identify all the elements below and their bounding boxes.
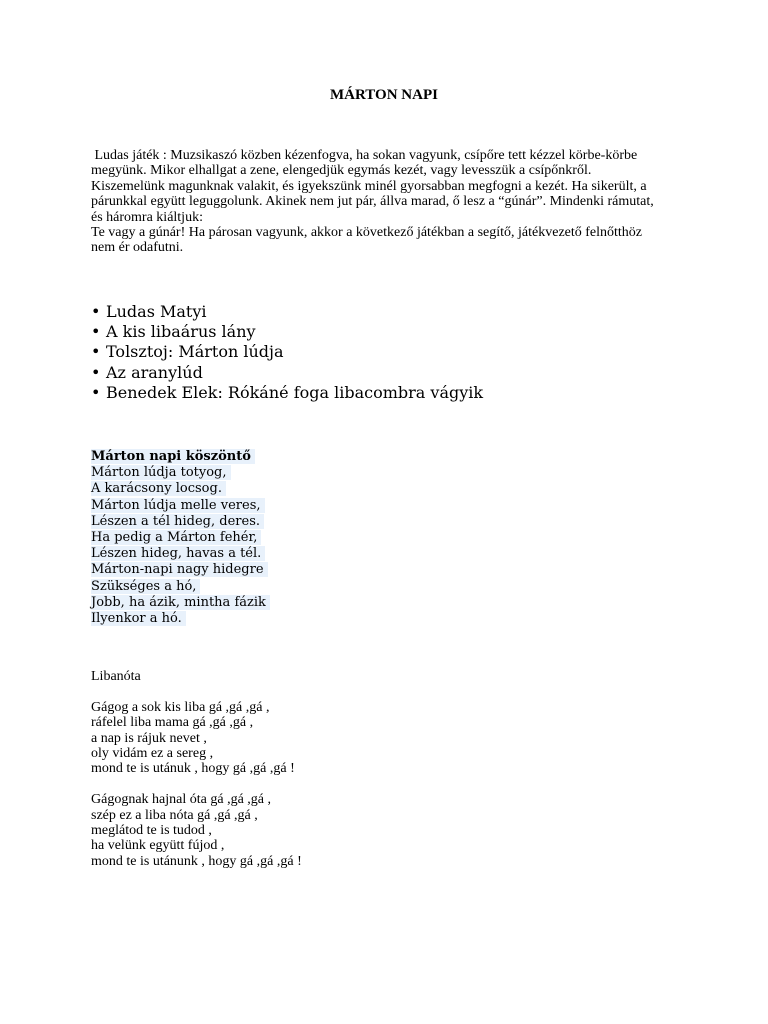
poem-line: A karácsony locsog. <box>91 481 226 496</box>
poem-line: Márton lúdja totyog, <box>91 465 231 480</box>
poem-line-row <box>91 579 270 595</box>
poem-line: Ilyenkor a hó. <box>91 611 186 626</box>
song-line: oly vidám ez a sereg , <box>91 746 214 762</box>
song-line: ha velünk együtt fújod , <box>91 838 225 854</box>
song-line: mond te is utánuk , hogy gá ,gá ,gá ! <box>91 761 295 777</box>
poem-line-row <box>91 498 270 514</box>
poem-title: Márton napi köszöntő <box>91 449 255 464</box>
spacer <box>91 777 302 792</box>
song-line: szép ez a liba nóta gá ,gá ,gá , <box>91 807 258 823</box>
song-line: a nap is rájuk nevet , <box>91 730 207 746</box>
spacer <box>91 684 302 699</box>
intro-line: megyünk. Mikor elhallgat a zene, elengedjük egymás kezét, vagy levesszük a csípőnkről. <box>91 163 592 179</box>
poem-line: Ha pedig a Márton fehér, <box>91 530 261 545</box>
poem-line: Márton-napi nagy hidegre <box>91 562 268 577</box>
intro-line: Ludas játék : Muzsikaszó közben kézenfogva, ha sokan vagyunk, csípőre tett kézzel körbe-körbe <box>91 148 638 163</box>
poem-line: Jobb, ha ázik, mintha fázik <box>91 595 270 610</box>
intro-paragraph <box>91 148 681 256</box>
list-item <box>91 383 483 403</box>
poem-line-row <box>91 514 270 530</box>
intro-line: Kiszemelünk magunknak valakit, és igyekszünk minél gyorsabban megfogni a kezét. Ha sikerült, a <box>91 178 647 194</box>
song-libanota <box>91 669 302 869</box>
intro-line: párunkkal együtt leguggolunk. Akinek nem jut pár, állva marad, ő lesz a “gúnár”. Mindenki rámutat, <box>91 194 654 210</box>
poem-line: Márton lúdja melle veres, <box>91 498 265 513</box>
list-item-label: Ludas Matyi <box>106 302 207 321</box>
list-item <box>91 363 483 383</box>
intro-line: nem ér odafutni. <box>91 240 184 256</box>
poem-line: Lészen a tél hideg, deres. <box>91 514 264 529</box>
poem-line-row <box>91 546 270 562</box>
song-title: Libanóta <box>91 669 141 684</box>
list-item <box>91 322 483 342</box>
poem-line: Lészen hideg, havas a tél. <box>91 546 265 561</box>
poem-line-row <box>91 611 270 627</box>
list-item-label: Tolsztoj: Márton lúdja <box>106 342 284 362</box>
intro-line: Te vagy a gúnár! Ha párosan vagyunk, akkor a következő játékban a segítő, játékvezető felnőtthöz <box>91 225 643 241</box>
poem-line-row <box>91 562 270 578</box>
list-item-label: Benedek Elek: Rókáné foga libacombra vágyik <box>106 382 484 402</box>
list-item <box>91 342 483 362</box>
poem-title-row <box>91 449 270 465</box>
bullet-icon: • <box>91 322 101 342</box>
song-line: mond te is utánunk , hogy gá ,gá ,gá ! <box>91 853 302 869</box>
song-line: Gágog a sok kis liba gá ,gá ,gá , <box>91 699 270 715</box>
list-item-label: A kis libaárus lány <box>106 322 256 342</box>
song-line: meglátod te is tudod , <box>91 823 212 839</box>
bullet-icon: • <box>91 342 101 362</box>
list-item <box>91 302 483 322</box>
song-line: ráfelel liba mama gá ,gá ,gá , <box>91 715 254 731</box>
song-line: Gágognak hajnal óta gá ,gá ,gá , <box>91 792 271 808</box>
intro-line: és háromra kiáltjuk: <box>91 209 203 225</box>
poem-line-row <box>91 530 270 546</box>
greeting-poem <box>91 449 270 627</box>
poem-line-row <box>91 481 270 497</box>
page-title: MÁRTON NAPI <box>330 87 438 103</box>
poem-line: Szükséges a hó, <box>91 579 200 594</box>
reading-list <box>91 302 483 403</box>
poem-line-row <box>91 465 270 481</box>
poem-line-row <box>91 595 270 611</box>
bullet-icon: • <box>91 382 101 402</box>
list-item-label: Az aranylúd <box>106 362 203 382</box>
bullet-icon: • <box>91 362 101 382</box>
bullet-icon: • <box>91 302 101 321</box>
